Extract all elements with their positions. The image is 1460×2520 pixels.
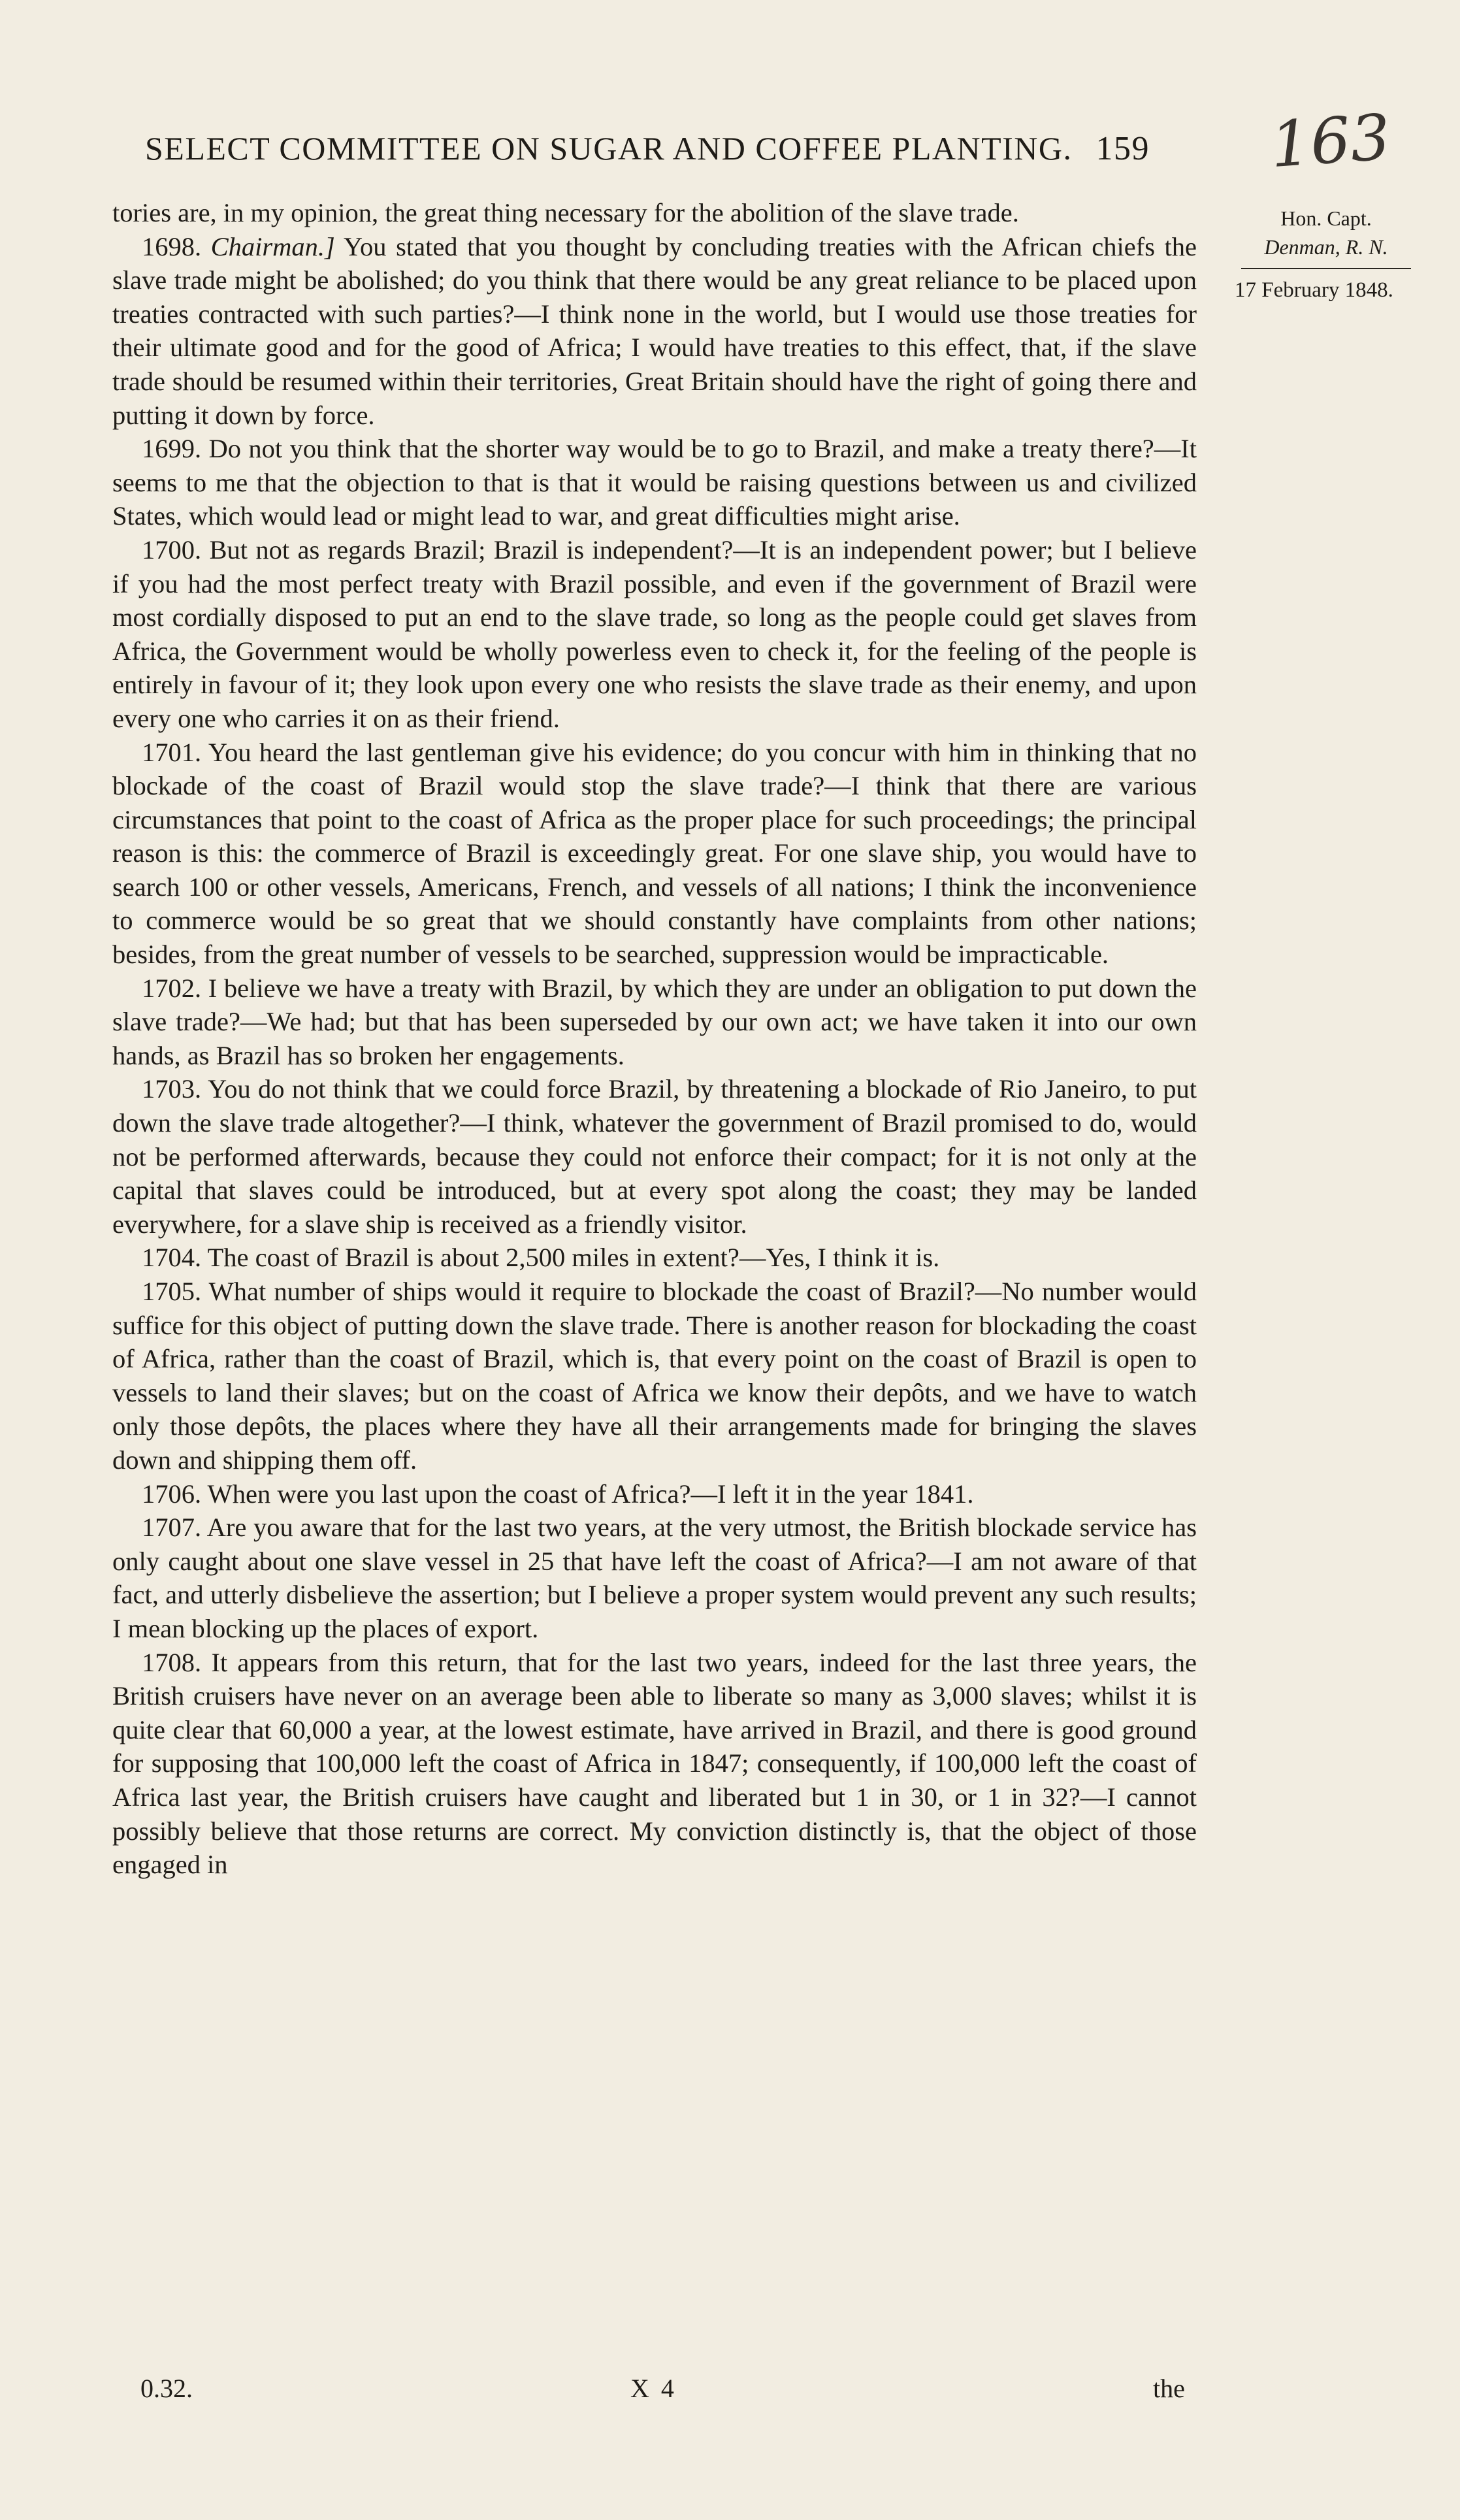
- question-text: Are you aware that for the last two years, at the very utmost, the British blockade service has only caught about one slave vessel in 25 that have left the coast of Africa?—I am not aware of that fact, and utterly disbelieve the assertion; but I believe a proper system would prevent any such results; I mean blocking up the places of export.: [112, 1513, 1197, 1643]
- question-number: 1706.: [142, 1479, 202, 1509]
- question-number: 1705.: [142, 1277, 202, 1306]
- question-number: 1701.: [142, 737, 202, 767]
- paragraph-continuation: [112, 196, 1197, 230]
- question-text: Do not you think that the shorter way would be to go to Brazil, and make a treaty there?—It seems to me that the objection to that is that it would be raising questions between us and civilized States, which would lead or might lead to war, and great difficulties might arise.: [112, 434, 1197, 531]
- question-text: I believe we have a treaty with Brazil, by which they are under an obligation to put down the slave trade?—We had; but that has been superseded by our own act; we have taken it into our own hands, as Brazil has so broken her engagements.: [112, 973, 1197, 1070]
- question-1707: [112, 1511, 1197, 1645]
- header-title: SELECT COMMITTEE ON SUGAR AND COFFEE PLANTING.: [145, 130, 1073, 167]
- question-1702: [112, 972, 1197, 1073]
- question-1706: [112, 1477, 1197, 1511]
- question-1705: [112, 1275, 1197, 1477]
- question-number: 1707.: [142, 1513, 202, 1543]
- question-number: 1703.: [142, 1074, 202, 1104]
- question-number: 1699.: [142, 434, 202, 464]
- speaker: Chairman.]: [210, 231, 335, 261]
- question-1700: [112, 533, 1197, 736]
- witness-name: Hon. Capt.: [1280, 206, 1372, 230]
- witness-rank: Denman, R. N.: [1264, 235, 1388, 259]
- question-number: 1698.: [142, 231, 202, 261]
- paragraph-text: tories are, in my opinion, the great thing necessary for the abolition of the slave trade.: [112, 198, 1019, 227]
- question-number: 1702.: [142, 973, 202, 1003]
- question-1699: [112, 432, 1197, 533]
- question-text: You heard the last gentleman give his evidence; do you concur with him in thinking that no blockade of the coast of Brazil would stop the slave trade?—I think that there are various circumstances that point to the coast of Africa as the proper place for such proceedings; the principal reason is this: the commerce of Brazil is exceedingly great. For one slave ship, you would have to search 100 or other vessels, Americans, French, and vessels of all nations; I think the inconvenience to commerce would be so great that we should constantly have complaints from other nations; besides, from the great number of vessels to be searched, suppression would be impracticable.: [112, 737, 1197, 970]
- question-text: It appears from this return, that for the last two years, indeed for the last three years, the British cruisers have never on an average been able to liberate so many as 3,000 slaves; whilst it is quite clear that 60,000 a year, at the lowest estimate, have arrived in Brazil, and there is good ground for supposing that 100,000 left the coast of Africa in 1847; consequently, if 100,000 left the coast of Africa last year, the British cruisers have caught and liberated but 1 in 30, or 1 in 32?—I cannot possibly believe that those returns are correct. My conviction distinctly is, that the object of those engaged in: [112, 1647, 1197, 1880]
- margin-rule: [1241, 268, 1411, 269]
- question-number: 1700.: [142, 534, 202, 565]
- question-1703: [112, 1072, 1197, 1241]
- signature-mark: X 4: [630, 2374, 677, 2403]
- running-header: [145, 129, 1216, 168]
- question-number: 1704.: [142, 1243, 202, 1273]
- question-text: You stated that you thought by concluding treaties with the African chiefs the slave trade might be abolished; do you think that there would be any great reliance to be placed upon treaties contracted with such parties?—I think none in the world, but I would use those treaties for their ultimate good and for the good of Africa; I would have treaties to this effect, that, if the slave trade should be resumed within their territories, Great Britain should have the right of going there and putting it down by force.: [112, 231, 1197, 430]
- evidence-date: 17 February 1848.: [1235, 278, 1393, 302]
- question-1704: [112, 1241, 1197, 1275]
- question-1698: [112, 230, 1197, 433]
- question-text: The coast of Brazil is about 2,500 miles in extent?—Yes, I think it is.: [207, 1243, 940, 1273]
- question-1708: [112, 1646, 1197, 1882]
- page-number: 159: [1095, 130, 1150, 167]
- catchword: the: [1153, 2374, 1185, 2403]
- question-text: But not as regards Brazil; Brazil is independent?—It is an independent power; but I believe if you had the most perfect treaty with Brazil possible, and even if the government of Brazil were most cordially disposed to put an end to the slave trade, so long as the people could get slaves from Africa, the Government would be wholly powerless even to check it, for the feeling of the people is entirely in favour of it; they look upon every one who resists the slave trade as their enemy, and upon every one who carries it on as their friend.: [112, 534, 1197, 733]
- printer-reference: 0.32.: [140, 2374, 193, 2403]
- question-text: You do not think that we could force Brazil, by threatening a blockade of Rio Janeiro, to put down the slave trade altogether?—I think, whatever the government of Brazil promised to do, would not be performed afterwards, because they could not enforce their compact; for it is not only at the capital that slaves could be introduced, but at every spot along the coast; they may be landed everywhere, for a slave ship is received as a friendly visitor.: [112, 1074, 1197, 1239]
- margin-note: [1228, 204, 1424, 304]
- question-number: 1708.: [142, 1647, 202, 1677]
- handwritten-folio-number: 163: [1268, 100, 1393, 182]
- question-1701: [112, 736, 1197, 972]
- question-text: What number of ships would it require to blockade the coast of Brazil?—No number would suffice for this object of putting down the slave trade. There is another reason for blockading the coast of Africa, rather than the coast of Brazil, which is, that every point on the coast of Brazil is open to vessels to land their slaves; but on the coast of Africa we know their depôts, and we have to watch only those depôts, the places where they have all their arrangements made for bringing the slaves down and shipping them off.: [112, 1277, 1197, 1475]
- evidence-text: [112, 196, 1197, 1882]
- question-text: When were you last upon the coast of Africa?—I left it in the year 1841.: [207, 1479, 974, 1509]
